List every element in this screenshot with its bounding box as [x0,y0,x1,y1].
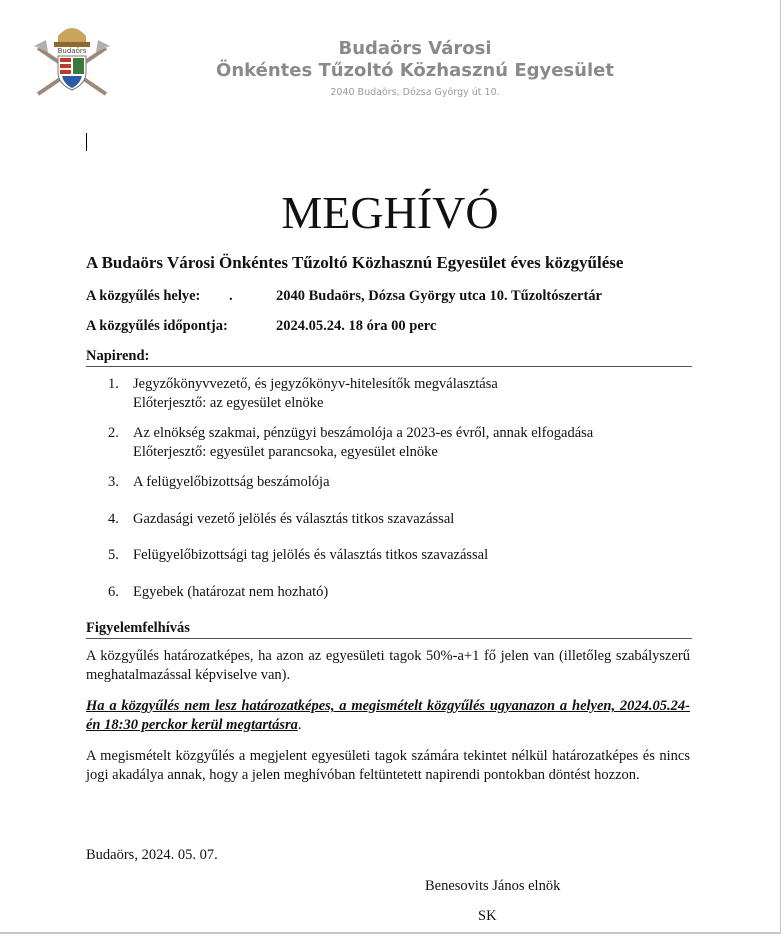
agenda-item-text: Jegyzőkönyvvezető, és jegyzőkönyv-hitelesítők megválasztása [133,376,498,392]
document-title: MEGHÍVÓ [281,187,499,238]
agenda-heading: Napirend: [86,348,692,367]
signature-name: Benesovits János elnök [425,878,561,894]
meeting-time-label: A közgyűlés időpontja: [86,318,228,334]
text-cursor [86,133,87,151]
agenda-item-number: 2. [108,425,119,441]
place-and-date: Budaörs, 2024. 05. 07. [86,847,218,863]
notice-paragraph-repeat [86,697,690,735]
meeting-place-label: A közgyűlés helye: [86,288,201,304]
agenda-item-text: Felügyelőbizottsági tag jelölés és választás titkos szavazással [133,547,489,563]
notice-heading: Figyelemfelhívás [86,620,692,639]
meeting-time-value: 2024.05.24. 18 óra 00 perc [276,318,437,334]
org-address: 2040 Budaörs, Dózsa György út 10. [330,87,500,98]
notice-repeat-end: . [297,717,302,733]
agenda-item-number: 3. [108,474,119,490]
agenda-item-number: 1. [108,376,119,392]
signature-mark: SK [478,908,497,924]
meeting-place-value: 2040 Budaörs, Dózsa György utca 10. Tűzoltószertár [276,288,602,304]
fire-brigade-logo [30,18,114,102]
agenda-item-text: Egyebek (határozat nem hozható) [133,584,329,600]
agenda-item-text: Gazdasági vezető jelölés és választás titkos szavazással [133,511,455,527]
agenda-item-presenter: Előterjesztő: egyesület parancsoka, egyesület elnöke [133,444,438,460]
agenda-item-number: 5. [108,547,119,563]
document-subtitle: A Budaörs Városi Önkéntes Tűzoltó Közhasznú Egyesület éves közgyűlése [86,253,624,272]
meeting-place-dot: . [229,288,233,304]
agenda-item-text: Az elnökség szakmai, pénzügyi beszámolója a 2023-es évről, annak elfogadása [133,425,594,441]
agenda-item-text: A felügyelőbizottság beszámolója [133,474,330,490]
notice-paragraph-repeated-meeting: A megismételt közgyűlés a megjelent egyesületi tagok számára tekintet nélkül határozatképes és nincs jogi akadálya annak, hogy a jelen meghívóban feltüntetett napirendi pontokban döntést hozzon. [86,748,690,783]
org-name-line2: Önkéntes Tűzoltó Közhasznú Egyesület [216,60,614,81]
notice-paragraph-quorum: A közgyűlés határozatképes, ha azon az egyesületi tagok 50%-a+1 fő jelen van (illetőleg szabályszerű meghatalmazással képviselve van). [86,648,690,683]
agenda-item-number: 6. [108,584,119,600]
agenda-item-presenter: Előterjesztő: az egyesület elnöke [133,395,324,411]
org-name-line1: Budaörs Városi [338,38,492,59]
agenda-item-number: 4. [108,511,119,527]
logo-text: Budaörs [57,47,87,55]
notice-repeat-emphasis: Ha a közgyűlés nem lesz határozatképes, a megismételt közgyűlés ugyanazon a helyen, 2024.05.24-én 18:30 perckor kerül megtartásra [86,698,690,733]
